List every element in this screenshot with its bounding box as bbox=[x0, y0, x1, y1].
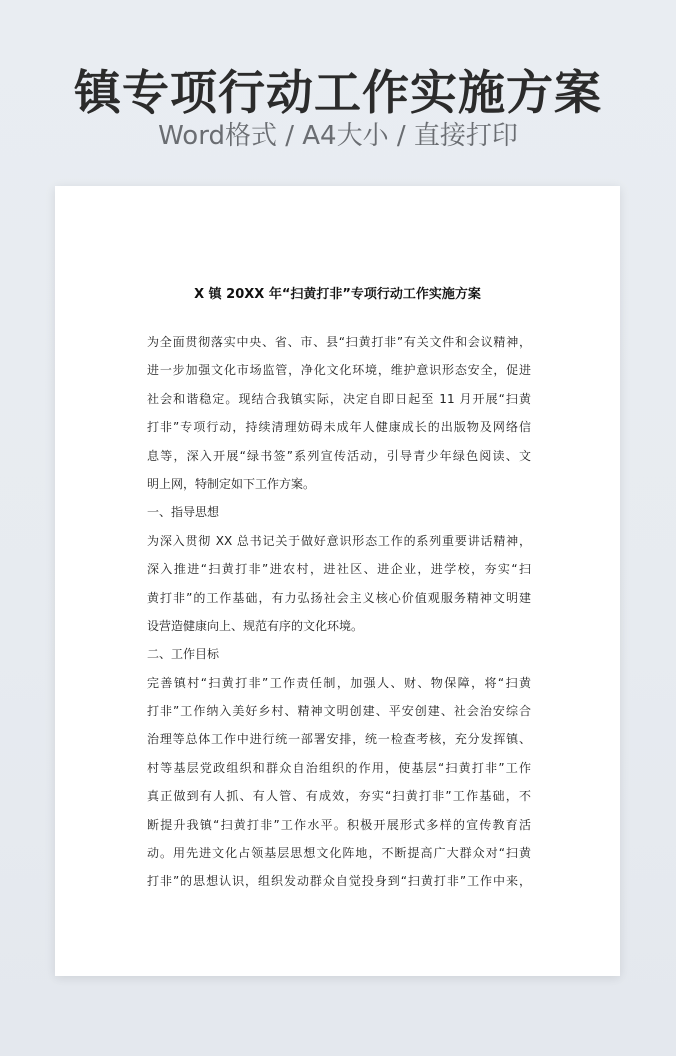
paragraph-line: 断提升我镇“扫黄打非”工作水平。积极开展形式多样的宣传教育活 bbox=[147, 817, 531, 832]
document-page bbox=[55, 186, 620, 976]
paragraph-line: 动。用先进文化占领基层思想文化阵地，不断提高广大群众对“扫黄 bbox=[147, 846, 531, 861]
section-heading: 二、工作目标 bbox=[147, 647, 220, 662]
paragraph-line: 黄打非”的工作基础，有力弘扬社会主义核心价值观服务精神文明建 bbox=[147, 590, 531, 605]
paragraph-line: 为深入贯彻 XX 总书记关于做好意识形态工作的系列重要讲话精神， bbox=[147, 533, 531, 548]
paragraph-line: 治理等总体工作中进行统一部署安排，统一检查考核，充分发挥镇、 bbox=[147, 732, 531, 747]
banner-title: 镇专项行动工作实施方案 bbox=[74, 66, 602, 121]
paragraph-line: 为全面贯彻落实中央、省、市、县“扫黄打非”有关文件和会议精神， bbox=[147, 335, 531, 349]
paragraph-line: 完善镇村“扫黄打非”工作责任制，加强人、财、物保障，将“扫黄 bbox=[147, 675, 531, 690]
paragraph-line: 息等，深入开展“绿书签”系列宣传活动，引导青少年绿色阅读、文 bbox=[147, 448, 531, 463]
paragraph-line: 设营造健康向上、规范有序的文化环境。 bbox=[147, 618, 364, 633]
paragraph-line: 进一步加强文化市场监管，净化文化环境，维护意识形态安全，促进 bbox=[147, 363, 531, 378]
paragraph-line: 社会和谐稳定。现结合我镇实际，决定自即日起至 11 月开展“扫黄 bbox=[147, 391, 531, 406]
section-heading: 一、指导思想 bbox=[147, 505, 220, 520]
paragraph-line: 打非”专项行动，持续清理妨碍未成年人健康成长的出版物及网络信 bbox=[147, 420, 531, 435]
paragraph-line: 真正做到有人抓、有人管、有成效，夯实“扫黄打非”工作基础，不 bbox=[147, 789, 531, 804]
paragraph-line: 村等基层党政组织和群众自治组织的作用，使基层“扫黄打非”工作 bbox=[147, 760, 531, 775]
paragraph-line: 打非”工作纳入美好乡村、精神文明创建、平安创建、社会治安综合 bbox=[147, 704, 531, 719]
banner-subtitle: Word格式 / A4大小 / 直接打印 bbox=[158, 121, 518, 151]
paragraph-line: 打非”的思想认识，组织发动群众自觉投身到“扫黄打非”工作中来， bbox=[147, 874, 531, 889]
document-body bbox=[147, 328, 531, 896]
paragraph-line: 深入推进“扫黄打非”进农村，进社区、进企业，进学校，夯实“扫 bbox=[147, 562, 531, 577]
document-title: X 镇 20XX 年“扫黄打非”专项行动工作实施方案 bbox=[194, 287, 481, 302]
paragraph-line: 明上网，特制定如下工作方案。 bbox=[147, 476, 316, 491]
